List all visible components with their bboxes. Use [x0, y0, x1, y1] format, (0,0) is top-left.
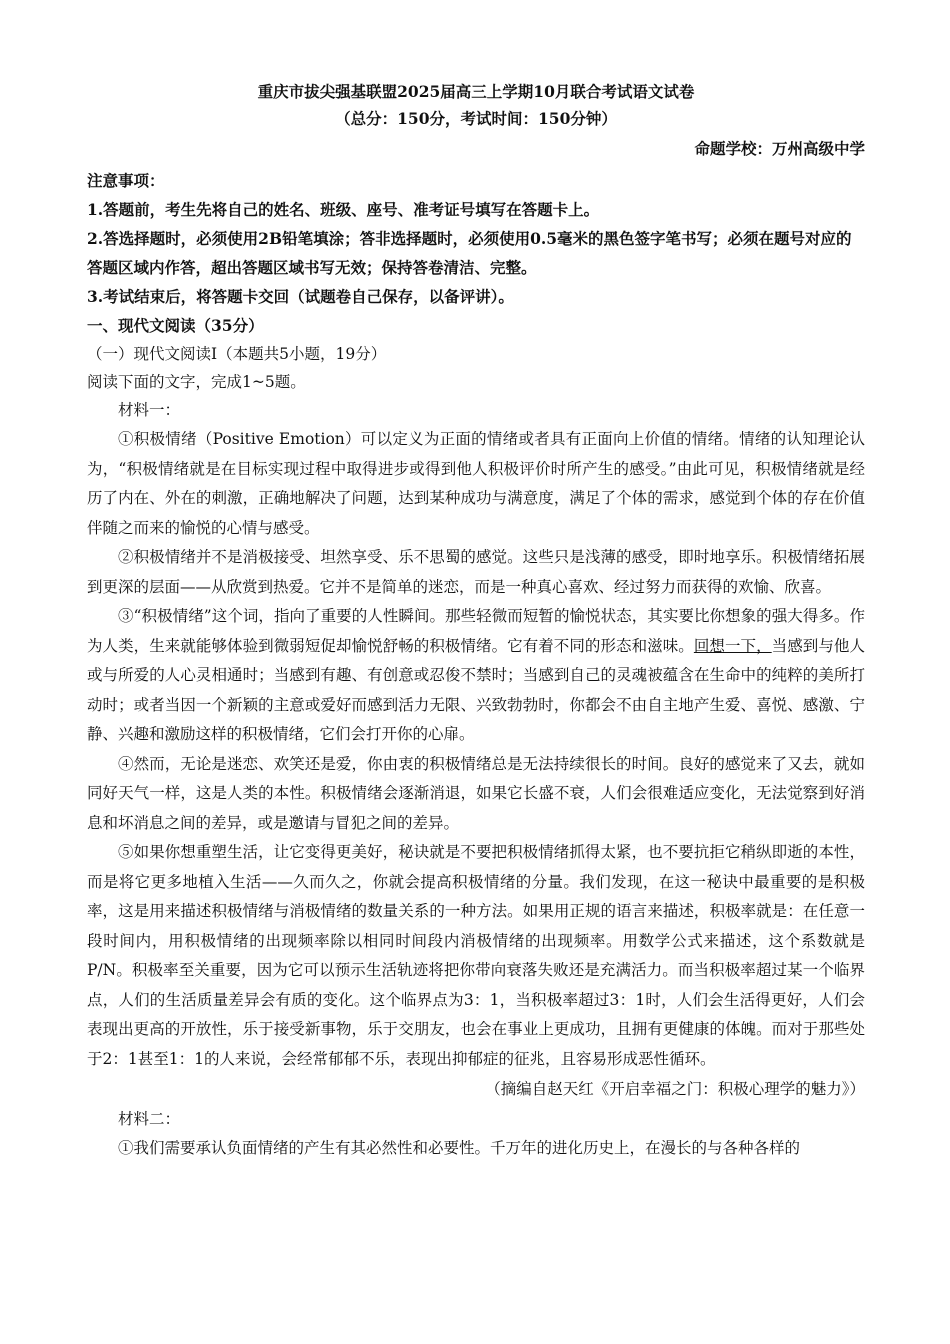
- material-1-source: （摘编自赵天红《开启幸福之门：积极心理学的魅力》）: [485, 1080, 865, 1098]
- material-1-label: 材料一：: [118, 401, 181, 419]
- material-1-paragraph-2: ②积极情绪并不是消极接受、坦然享受、乐不思蜀的感觉。这些只是浅薄的感受，即时地享乐。积极情绪拓展到更深的层面——从欣赏到热爱。它并不是简单的迷恋，而是一种真心喜欢、经过努力而获得的欢愉、欣喜。: [87, 548, 865, 596]
- material-1-paragraph-1: ①积极情绪（Positive Emotion）可以定义为正面的情绪或者具有正面向上价值的情绪。情绪的认知理论认为，“积极情绪就是在目标实现过程中取得进步或得到他人积极评价时所产生的感受。”由此可见，积极情绪就是经历了内在、外在的刺激，正确地解决了问题，达到某种成功与满意度，满足了个体的需求，感觉到个体的存在价值伴随之而来的愉悦的心情与感受。: [87, 430, 865, 537]
- material-2-label: 材料二：: [118, 1110, 181, 1128]
- setter-school: 命题学校：万州高级中学: [694, 139, 865, 158]
- exam-page: [87, 78, 865, 1164]
- material-1-paragraph-5: ⑤如果你想重塑生活，让它变得更美好，秘诀就是不要把积极情绪抓得太紧，也不要抗拒它稍纵即逝的本性，而是将它更多地植入生活——久而久之，你就会提高积极情绪的分量。我们发现，在这一秘诀中最重要的是积极率，这是用来描述积极情绪与消极情绪的数量关系的一种方法。如果用正规的语言来描述，积极率就是：在任意一段时间内，用积极情绪的出现频率除以相同时间段内消极情绪的出现频率。用数学公式来描述，这个系数就是P/N。积极率至关重要，因为它可以预示生活轨迹将把你带向衰落失败还是充满活力。而当积极率超过某一个临界点，人们的生活质量差异会有质的变化。这个临界点为3：1，当积极率超过3：1时，人们会生活得更好，人们会表现出更高的开放性，乐于接受新事物，乐于交朋友，也会在事业上更成功，且拥有更健康的体魄。而对于那些处于2：1甚至1：1的人来说，会经常郁郁不乐，表现出抑郁症的征兆，且容易形成恶性循环。: [87, 843, 865, 1068]
- reading-instruction: 阅读下面的文字，完成1~5题。: [87, 373, 306, 391]
- exam-subtitle: （总分：150分，考试时间：150分钟）: [335, 109, 617, 128]
- section-title: 一、现代文阅读（35分）: [87, 316, 264, 335]
- subsection-title: （一）现代文阅读Ⅰ（本题共5小题，19分）: [87, 345, 387, 363]
- paragraph-3-text-after: 当感到与他人或与所爱的人心灵相通时；当感到有趣、有创意或忍俊不禁时；当感到自己的灵魂被蕴含在生命中的纯粹的美所打动时；或者当因一个新颖的主意或爱好而感到活力无限、兴致勃勃时，你都会不由自主地产生爱、喜悦、感激、宁静、兴趣和激励这样的积极情绪，它们会打开你的心扉。: [87, 636, 865, 743]
- material-1-paragraph-4: ④然而，无论是迷恋、欢笑还是爱，你由衷的积极情绪总是无法持续很长的时间。良好的感觉来了又去，就如同好天气一样，这是人类的本性。积极情绪会逐渐消退，如果它长盛不衰，人们会很难适应变化，无法觉察到好消息和坏消息之间的差异，或是邀请与冒犯之间的差异。: [87, 754, 865, 832]
- paragraph-3-text-before: ③“积极情绪”这个词，指向了重要的人性瞬间。那些轻微而短暂的愉悦状态，其实要比你想象的强大得多。作为人类，生来就能够体验到微弱短促却愉悦舒畅的积极情绪。它有着不同的形态和滋味。: [87, 607, 865, 655]
- material-2-paragraph-1: ①我们需要承认负面情绪的产生有其必然性和必要性。千万年的进化历史上，在漫长的与各种各样的: [118, 1139, 801, 1157]
- note-item-1: 1.答题前，考生先将自己的姓名、班级、座号、准考证号填写在答题卡上。: [87, 200, 600, 219]
- exam-title: 重庆市拔尖强基联盟2025届高三上学期10月联合考试语文试卷: [257, 82, 695, 101]
- underlined-phrase: 回想一下，: [693, 636, 772, 655]
- material-1-paragraph-3: [87, 602, 865, 750]
- note-item-3: 3.考试结束后，将答题卡交回（试题卷自己保存，以备评讲）。: [87, 287, 514, 306]
- notes-heading: 注意事项：: [87, 171, 165, 190]
- note-item-2: 2.答选择题时，必须使用2B铅笔填涂；答非选择题时，必须使用0.5毫米的黑色签字笔书写；必须在题号对应的答题区域内作答，超出答题区域书写无效；保持答卷清洁、完整。: [87, 229, 852, 277]
